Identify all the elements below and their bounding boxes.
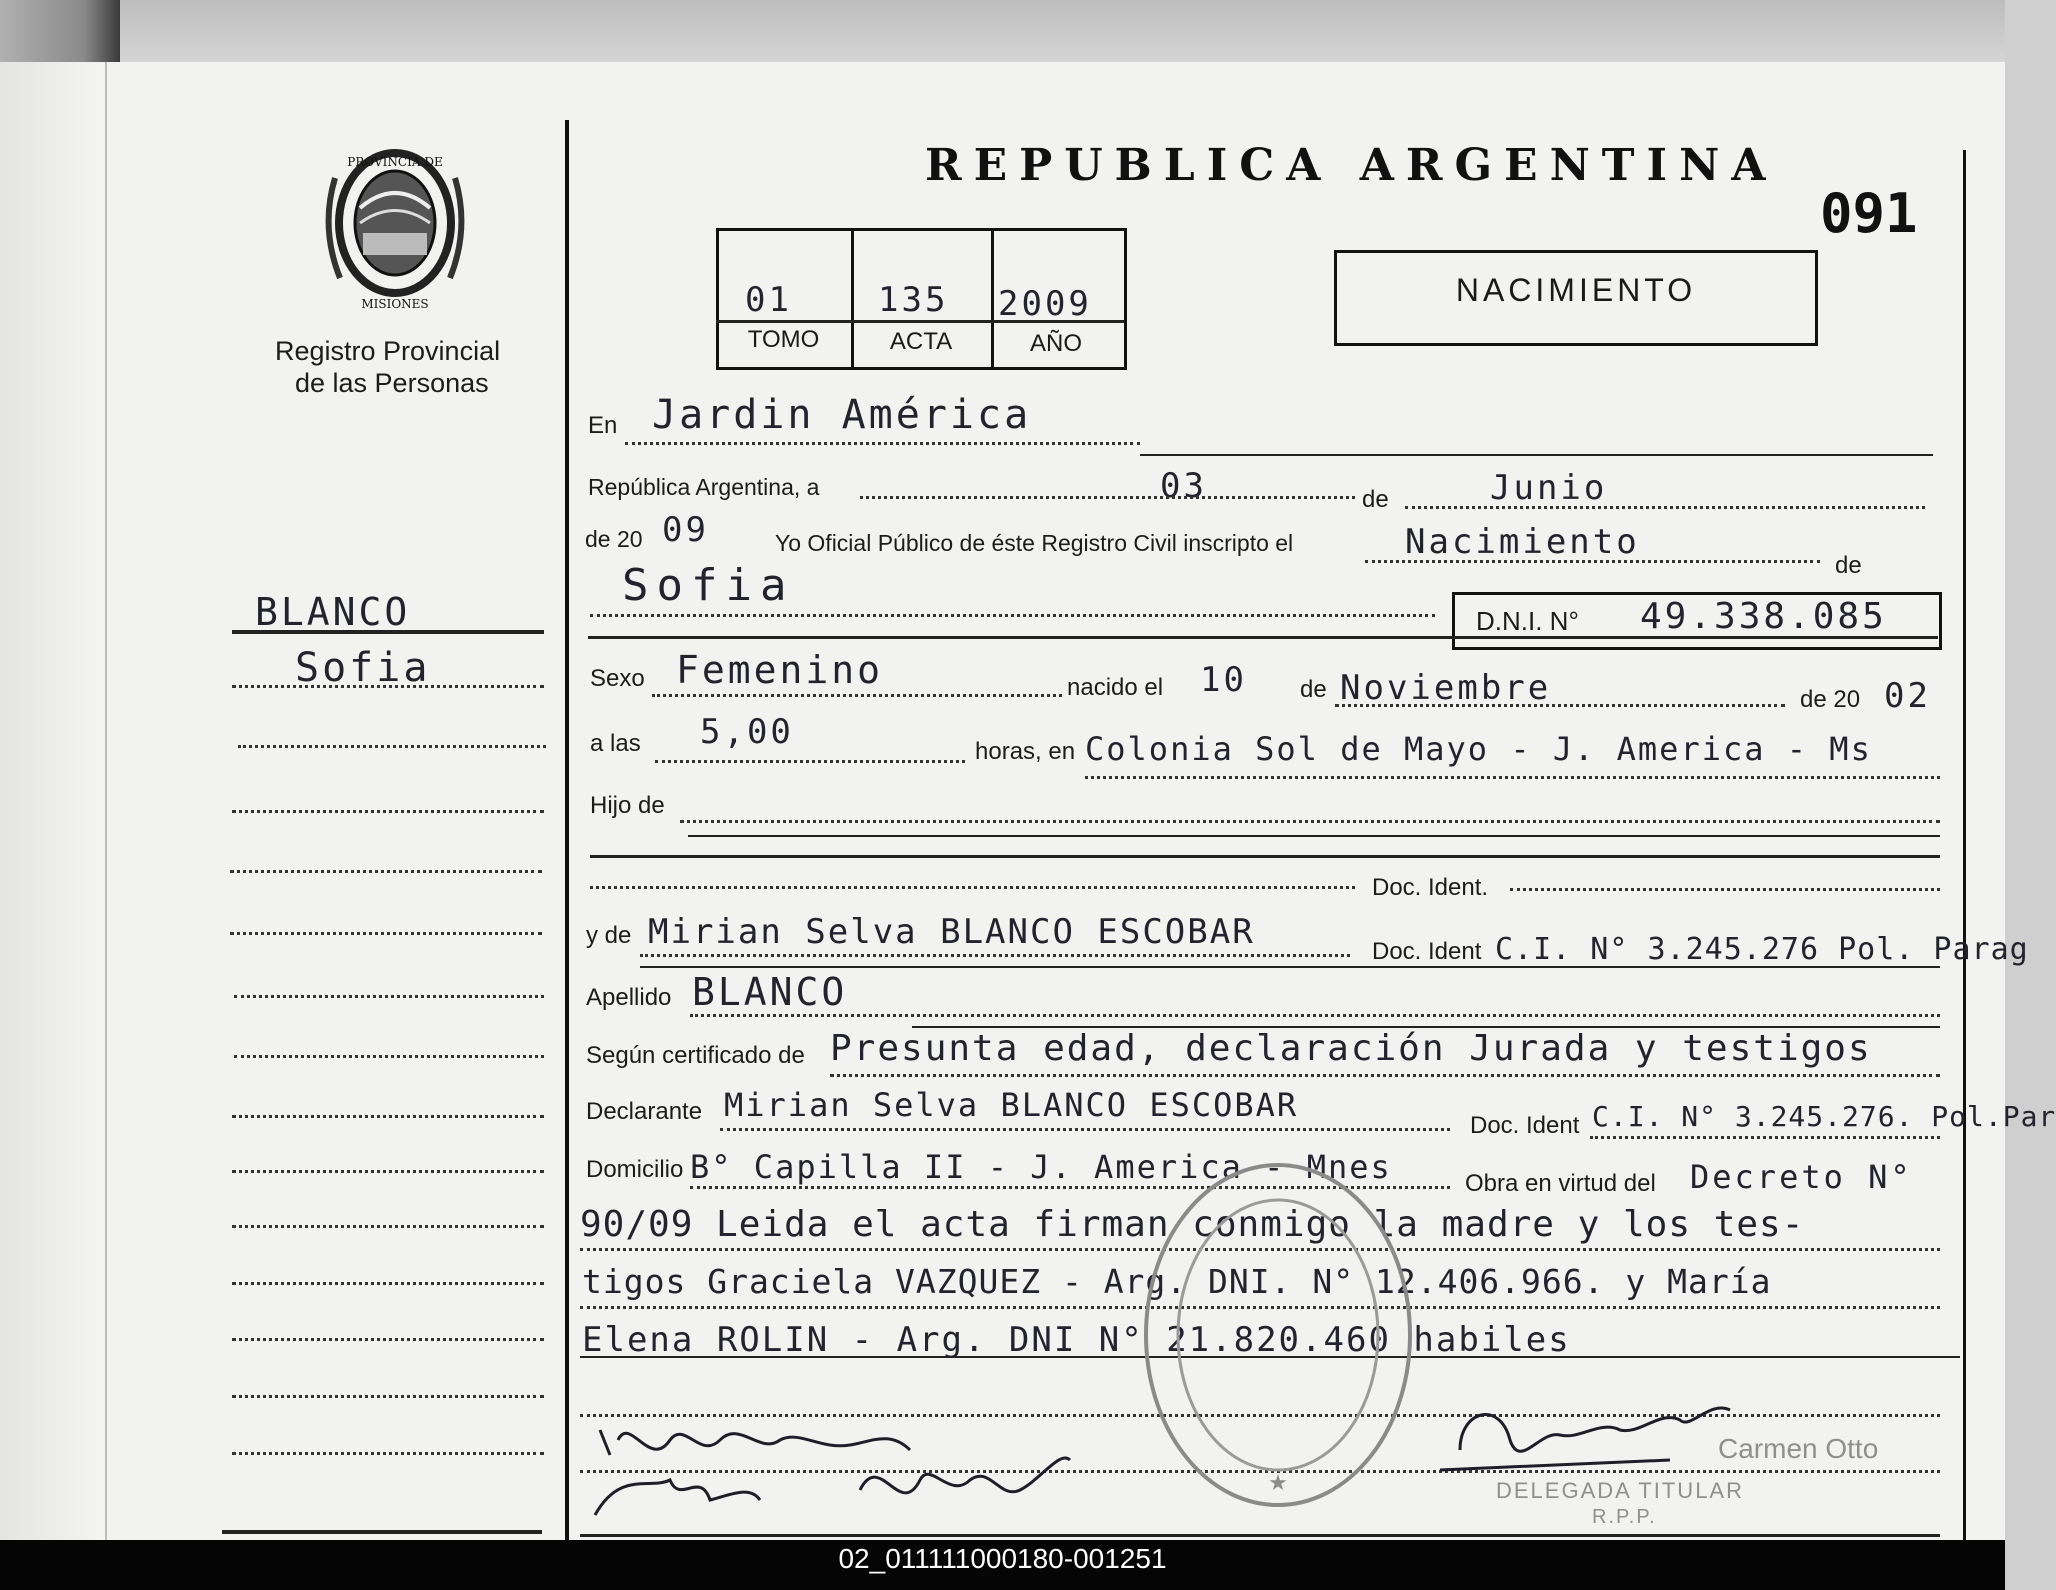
official-name: Carmen Otto — [1718, 1433, 1879, 1464]
signature-official — [1440, 1390, 1740, 1480]
name-value: Sofia — [622, 560, 795, 611]
yde-label: y de — [586, 922, 632, 949]
birth-year: 02 — [1884, 676, 1931, 716]
registry-stamp — [1138, 1150, 1423, 1520]
de20-label: de 20 — [585, 526, 643, 552]
segun-label: Según certificado de — [586, 1042, 805, 1069]
mother-doc: C.I. N° 3.245.276 Pol. Parag — [1495, 932, 2029, 967]
birth-day: 10 — [1200, 660, 1247, 700]
docident-label-3: Doc. Ident — [1470, 1112, 1580, 1139]
domicilio-value: B° Capilla II - J. America - Mnes — [690, 1148, 1392, 1186]
tomo-value: 01 — [745, 280, 792, 320]
ano-label: AÑO — [1029, 330, 1082, 357]
notes-line-1: 90/09 Leida el acta firman conmigo la madre y los tes- — [580, 1204, 1805, 1245]
nacido-label: nacido el — [1067, 674, 1164, 701]
acta-value: 135 — [878, 280, 949, 320]
day-value: 03 — [1160, 466, 1207, 506]
domicilio-label: Domicilio — [586, 1156, 684, 1183]
acta-label: ACTA — [889, 328, 953, 355]
sexo-value: Femenino — [676, 648, 884, 692]
en-label: En — [588, 412, 618, 439]
notes-line-2: tigos Graciela VAZQUEZ - Arg. DNI. N° 12.406.966. y María — [582, 1262, 1772, 1301]
declarante-value: Mirian Selva BLANCO ESCOBAR — [724, 1086, 1299, 1124]
notes-line-3: Elena ROLIN - Arg. DNI N° 21.820.460 habiles — [582, 1320, 1571, 1360]
obra-label: Obra en virtud del — [1465, 1170, 1656, 1197]
declarante-label: Declarante — [586, 1098, 703, 1125]
margin-surname: BLANCO — [255, 590, 411, 634]
page-number: 091 — [1820, 182, 1918, 245]
obra-value: Decreto N° — [1690, 1158, 1913, 1196]
svg-text:PROVINCIA DE: PROVINCIA DE — [347, 155, 443, 169]
docident-label-2: Doc. Ident — [1372, 938, 1482, 965]
dni-label: D.N.I. N° — [1476, 606, 1579, 636]
birth-place: Colonia Sol de Mayo - J. America - Ms — [1085, 730, 1872, 768]
scanner-background — [0, 0, 2005, 70]
de20-label-2: de 20 — [1800, 686, 1861, 713]
hour-value: 5,00 — [700, 712, 794, 752]
declarante-doc: C.I. N° 3.245.276. Pol.Par — [1592, 1100, 2056, 1133]
dni-value: 49.338.085 — [1640, 596, 1887, 637]
document-title: REPUBLICA ARGENTINA — [925, 140, 1778, 191]
month-value: Junio — [1490, 468, 1608, 508]
signature-declarante — [590, 1410, 1090, 1530]
sexo-label: Sexo — [590, 665, 645, 692]
birth-month: Noviembre — [1340, 668, 1552, 708]
alas-label: a las — [590, 730, 641, 757]
official-title: DELEGADA TITULAR — [1496, 1478, 1744, 1503]
scan-id-label: 02_011111000180-001251 — [838, 1543, 1167, 1574]
de-label-1: de — [1362, 486, 1389, 513]
republica-label: República Argentina, a — [588, 474, 820, 500]
facing-page-edge — [0, 62, 107, 1540]
hijo-label: Hijo de — [590, 792, 665, 819]
de-label-2: de — [1835, 552, 1862, 579]
record-type: NACIMIENTO — [1455, 272, 1697, 308]
de-label-3: de — [1300, 676, 1327, 703]
inscripto-value: Nacimiento — [1405, 522, 1640, 562]
apellido-label: Apellido — [586, 984, 672, 1011]
year-value: 09 — [662, 510, 709, 550]
oficial-text: Yo Oficial Público de éste Registro Civil inscripto el — [775, 530, 1294, 556]
margin-given-name: Sofia — [295, 645, 431, 691]
book-binding — [0, 0, 120, 70]
registry-name-line1: Registro Provincial — [275, 336, 501, 366]
ano-value: 2009 — [998, 284, 1092, 324]
apellido-value: BLANCO — [692, 970, 848, 1014]
official-unit: R.P.P. — [1592, 1506, 1657, 1528]
mother-value: Mirian Selva BLANCO ESCOBAR — [648, 912, 1255, 952]
svg-text:MISIONES: MISIONES — [361, 297, 429, 311]
docident-label-1: Doc. Ident. — [1372, 874, 1489, 901]
registry-name-line2: de las Personas — [295, 368, 489, 398]
en-value: Jardin América — [652, 392, 1032, 438]
misiones-seal-logo — [315, 138, 475, 318]
tomo-label: TOMO — [747, 326, 820, 353]
certificado-value: Presunta edad, declaración Jurada y testigos — [830, 1028, 1872, 1069]
svg-text:★: ★ — [1268, 1471, 1288, 1496]
horas-label: horas, en — [975, 738, 1076, 765]
